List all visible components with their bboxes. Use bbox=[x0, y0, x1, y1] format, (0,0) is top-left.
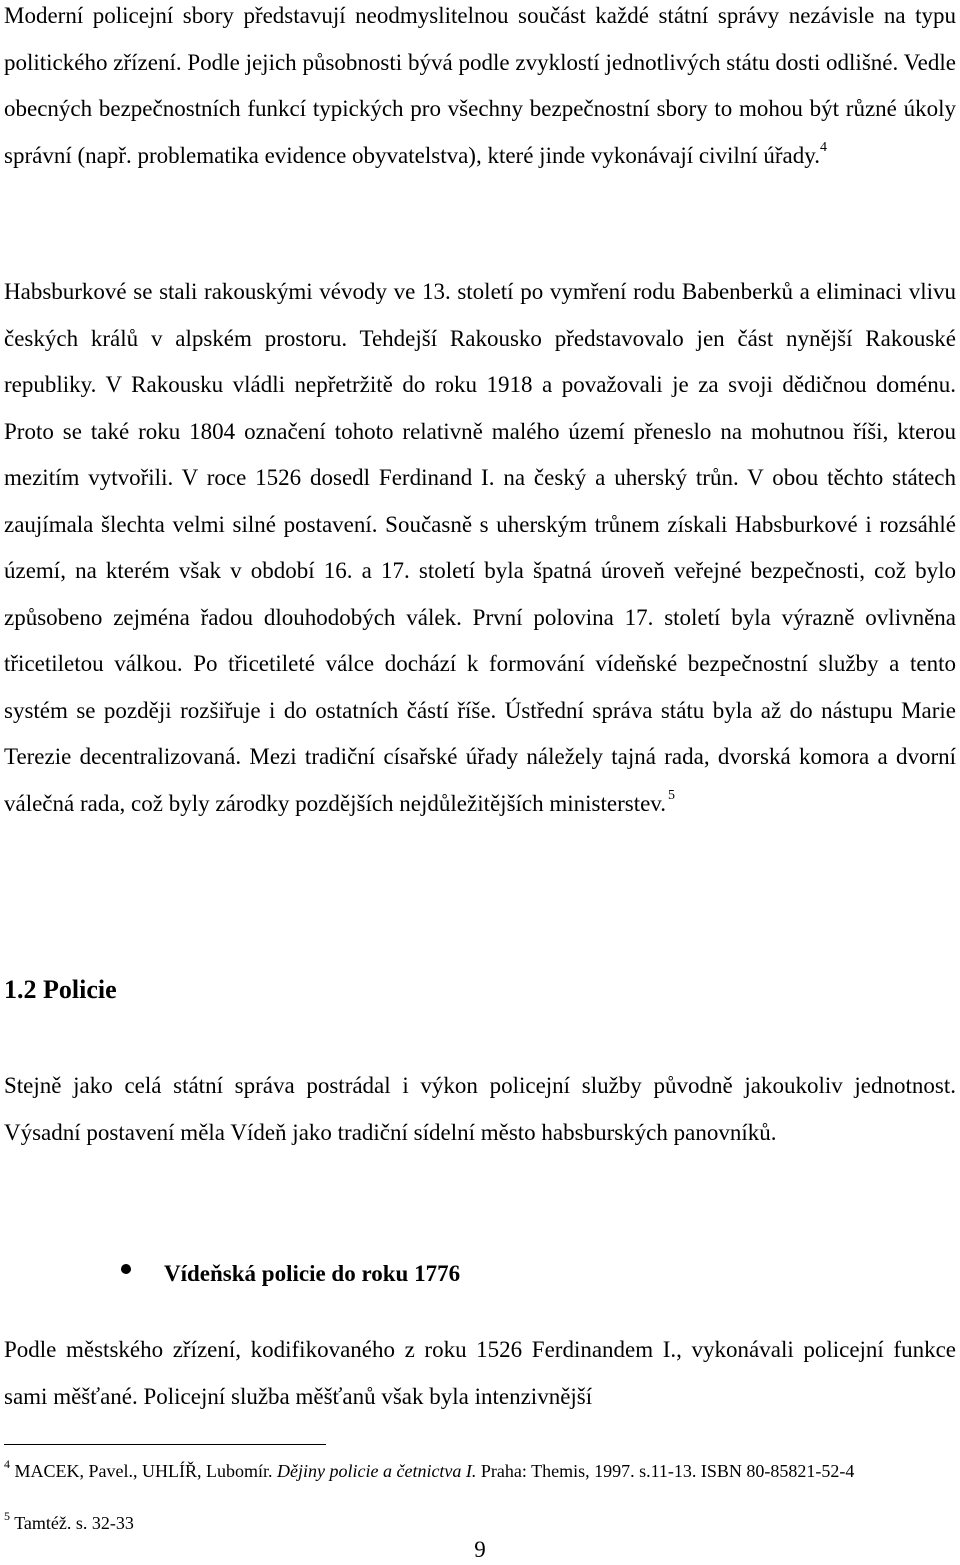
bullet-icon bbox=[121, 1264, 131, 1274]
paragraph-intro-text: Moderní policejní sbory představují neodmyslitelnou součást každé státní správy nezávisle na typu politického zřízení. Podle jejich působnosti bývá podle zvyklostí jednotlivých státu dosti odlišné. Vedle obecných bezpečnostních funkcí typických pro všechny bezpečnostní sbory to mohou být různé úkoly správní (např. problematika evidence obyvatelstva), které jinde vykonávají civilní úřady. bbox=[4, 3, 956, 168]
section-heading: 1.2 Policie bbox=[4, 975, 117, 1004]
footnote-4-author: MACEK, Pavel., UHLÍŘ, Lubomír. bbox=[14, 1461, 273, 1481]
footnote-ref-5[interactable]: 5 bbox=[667, 787, 675, 803]
bullet-item bbox=[0, 1254, 960, 1294]
paragraph-habsburgs-text: Habsburkové se stali rakouskými vévody ve 13. století po vymření rodu Babenberků a eliminaci vlivu českých králů v alpském prostoru. Tehdejší Rakousko představovalo jen část nynější Rakouské republiky. V Rakousku vládli nepřetržitě do roku 1918 a považovali je za svoji dědičnou doménu. Proto se také roku 1804 označení tohoto relativně malého území přeneslo na mohutnou říši, kterou mezitím vytvořili. V roce 1526 dosedl Ferdinand I. na český a uherský trůn. V obou těchto státech zaujímala šlechta velmi silné postavení. Současně s uherským trůnem získali Habsburkové i rozsáhlé území, na kterém však v období 16. a 17. století byla špatná úroveň veřejné bezpečnosti, což bylo způsobeno zejména řadou dlouhodobých válek. První polovina 17. století byla výrazně ovlivněna třicetiletou válkou. Po třicetileté válce dochází k formování vídeňské bezpečnostní služby a tento systém se později rozšiřuje i do ostatních částí říše. Ústřední správa státu byla až do nástupu Marie Terezie decentralizovaná. Mezi tradiční císařské úřady náležely tajná rada, dvorská komora a dvorní válečná rada, což byly zárodky pozdějších nejdůležitějších ministerstev. bbox=[4, 279, 956, 816]
page-number: 9 bbox=[474, 1537, 486, 1562]
bullet-heading: Vídeňská policie do roku 1776 bbox=[164, 1261, 461, 1286]
footnote-5 bbox=[4, 1509, 944, 1534]
footnote-4-number: 4 bbox=[4, 1457, 10, 1471]
paragraph-police bbox=[4, 1063, 956, 1156]
footnote-5-number: 5 bbox=[4, 1509, 10, 1523]
footnote-separator bbox=[4, 1444, 326, 1445]
paragraph-city-order bbox=[4, 1327, 956, 1420]
footnote-4 bbox=[4, 1457, 944, 1482]
footnote-4-rest: Praha: Themis, 1997. s.11-13. ISBN 80-85821-52-4 bbox=[480, 1461, 855, 1481]
footnote-ref-4[interactable]: 4 bbox=[820, 139, 828, 155]
paragraph-habsburgs bbox=[4, 269, 956, 827]
footnote-5-text: Tamtéž. s. 32-33 bbox=[14, 1513, 134, 1533]
footnote-4-title: Dějiny policie a četnictva I. bbox=[277, 1461, 477, 1481]
paragraph-city-order-text: Podle městského zřízení, kodifikovaného z roku 1526 Ferdinandem I., vykonávali policejní funkce sami měšťané. Policejní služba měšťanů však byla intenzivnější bbox=[4, 1337, 956, 1409]
paragraph-intro bbox=[4, 0, 956, 179]
paragraph-police-text: Stejně jako celá státní správa postrádal i výkon policejní služby původně jakoukoliv jednotnost. Výsadní postavení měla Vídeň jako tradiční sídelní město habsburských panovníků. bbox=[4, 1073, 956, 1145]
